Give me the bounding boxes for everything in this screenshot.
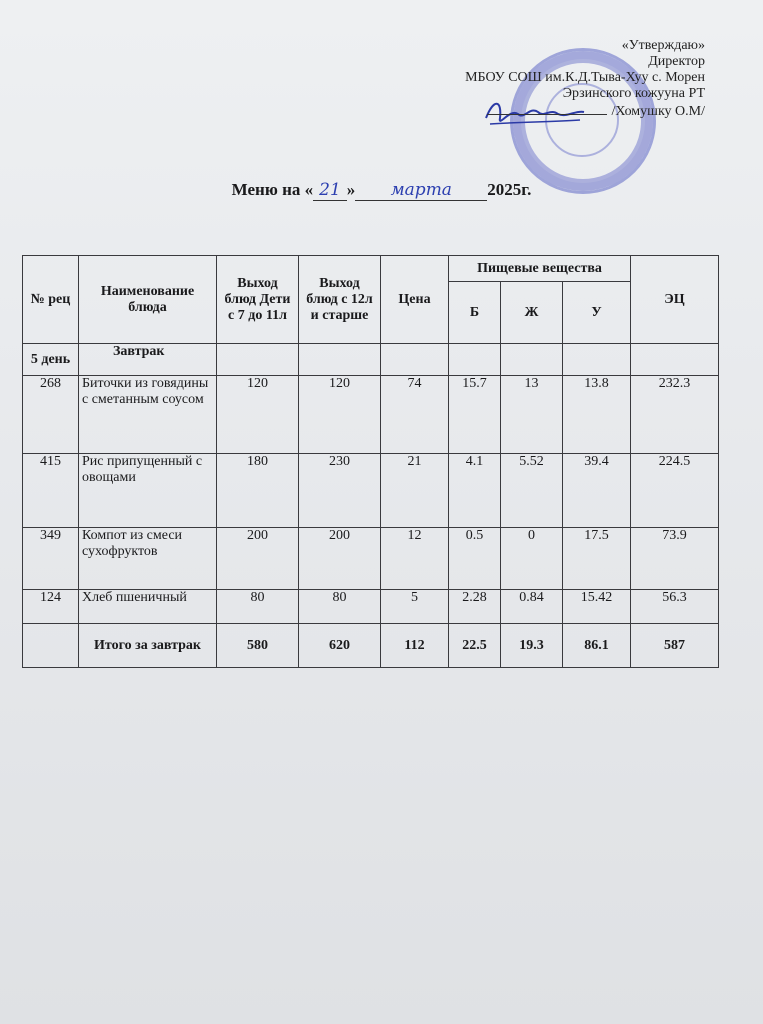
cell-c7: 120 [217,376,299,454]
title-prefix: Меню на « [231,180,314,199]
table-row [23,528,719,590]
header-zh: Ж [501,282,563,344]
empty-cell [501,344,563,376]
cell-c7: 180 [217,454,299,528]
cell-rec: 268 [23,376,79,454]
menu-table [22,255,719,668]
cell-name: Компот из смеси сухофруктов [79,528,217,590]
menu-title [0,180,763,201]
header-out-older: Выход блюд с 12л и старше [299,256,381,344]
cell-b: 2.28 [449,590,501,624]
total-u: 86.1 [563,624,631,668]
empty-cell [217,344,299,376]
cell-zh: 0 [501,528,563,590]
cell-c7: 200 [217,528,299,590]
approval-position: Директор [648,54,705,69]
cell-c7: 80 [217,590,299,624]
title-middle: » [346,180,356,199]
empty-cell [563,344,631,376]
title-suffix: 2025г. [487,180,532,199]
total-c7: 580 [217,624,299,668]
total-price: 112 [381,624,449,668]
approval-signature-line [405,102,705,120]
total-b: 22.5 [449,624,501,668]
title-day: 21 [313,180,347,201]
title-month: марта [355,180,487,201]
total-row [23,624,719,668]
cell-name: Биточки из говядины с сметанным соусом [79,376,217,454]
cell-zh: 5.52 [501,454,563,528]
approval-heading: «Утверждаю» [621,38,705,53]
approval-block [405,38,705,120]
empty-cell [449,344,501,376]
cell-c12: 230 [299,454,381,528]
cell-zh: 13 [501,376,563,454]
cell-c12: 200 [299,528,381,590]
header-nutrients: Пищевые вещества [449,256,631,282]
cell-rec: 124 [23,590,79,624]
cell-price: 74 [381,376,449,454]
total-ec: 587 [631,624,719,668]
cell-rec: 415 [23,454,79,528]
cell-price: 21 [381,454,449,528]
table-row [23,376,719,454]
table-row [23,454,719,528]
cell-b: 0.5 [449,528,501,590]
signature-underline [487,102,607,115]
empty-cell [631,344,719,376]
cell-u: 15.42 [563,590,631,624]
meal-label: Завтрак [79,344,217,376]
total-empty-cell [23,624,79,668]
cell-u: 13.8 [563,376,631,454]
total-zh: 19.3 [501,624,563,668]
cell-c12: 120 [299,376,381,454]
cell-u: 17.5 [563,528,631,590]
table-row [23,590,719,624]
empty-cell [381,344,449,376]
header-name: Наименование блюда [79,256,217,344]
menu-table-wrapper [22,255,719,668]
header-ec: ЭЦ [631,256,719,344]
cell-rec: 349 [23,528,79,590]
header-out-children: Выход блюд Дети с 7 до 11л [217,256,299,344]
cell-zh: 0.84 [501,590,563,624]
cell-name: Рис припущенный с овощами [79,454,217,528]
cell-b: 4.1 [449,454,501,528]
header-price: Цена [381,256,449,344]
approval-director-name: /Хомушку О.М/ [611,104,705,119]
day-row [23,344,719,376]
total-label: Итого за завтрак [79,624,217,668]
header-rec: № рец [23,256,79,344]
header-b: Б [449,282,501,344]
cell-ec: 73.9 [631,528,719,590]
cell-b: 15.7 [449,376,501,454]
cell-name: Хлеб пшеничный [79,590,217,624]
cell-price: 5 [381,590,449,624]
cell-price: 12 [381,528,449,590]
day-label: 5 день [23,344,79,376]
cell-ec: 56.3 [631,590,719,624]
total-c12: 620 [299,624,381,668]
cell-c12: 80 [299,590,381,624]
header-row-1 [23,256,719,282]
approval-district: Эрзинского кожууна РТ [562,86,705,101]
cell-ec: 232.3 [631,376,719,454]
header-u: У [563,282,631,344]
cell-u: 39.4 [563,454,631,528]
cell-ec: 224.5 [631,454,719,528]
empty-cell [299,344,381,376]
approval-school: МБОУ СОШ им.К.Д.Тыва-Хуу с. Морен [465,70,705,85]
